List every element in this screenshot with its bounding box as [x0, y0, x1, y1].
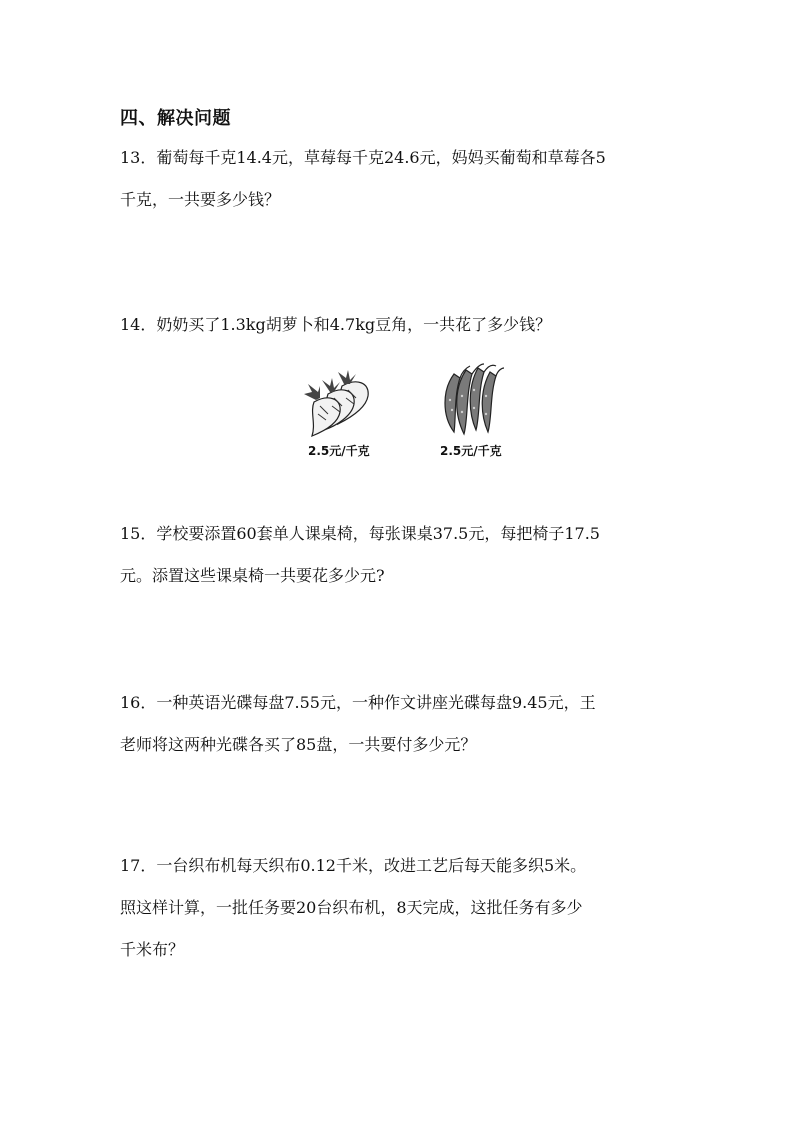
question-text-line: 13．葡萄每千克14.4元，草莓每千克24.6元，妈妈买葡萄和草莓各5	[120, 148, 606, 167]
carrot-icon	[298, 368, 388, 438]
green-beans-icon	[432, 360, 522, 440]
beans-price-label: 2.5元/千克	[440, 444, 502, 458]
question-text-line: 15．学校要添置60套单人课桌椅，每张课桌37.5元，每把椅子17.5	[120, 524, 600, 543]
question-14	[120, 304, 685, 346]
question-text-line: 17．一台织布机每天织布0.12千米，改进工艺后每天能多织5米。	[120, 856, 587, 875]
carrot-figure	[298, 368, 388, 463]
question-13	[120, 137, 685, 221]
question-15	[120, 513, 685, 597]
question-text-line: 千克，一共要多少钱？	[120, 190, 281, 209]
question-text-line: 照这样计算，一批任务要20台织布机，8天完成，这批任务有多少	[120, 898, 583, 917]
green-beans-figure	[432, 360, 522, 463]
question-text-line: 元。添置这些课桌椅一共要花多少元?	[120, 566, 385, 585]
question-text-line: 千米布？	[120, 940, 185, 959]
question-16	[120, 682, 685, 766]
question-text-line: 14．奶奶买了1.3kg胡萝卜和4.7kg豆角，一共花了多少钱？	[120, 315, 552, 334]
question-text-line: 老师将这两种光碟各买了85盘，一共要付多少元？	[120, 735, 477, 754]
question-text-line: 16．一种英语光碟每盘7.55元，一种作文讲座光碟每盘9.45元，王	[120, 693, 596, 712]
question-17	[120, 845, 685, 971]
carrot-price-label: 2.5元/千克	[308, 444, 370, 458]
section-title: 四、解决问题	[120, 108, 231, 129]
